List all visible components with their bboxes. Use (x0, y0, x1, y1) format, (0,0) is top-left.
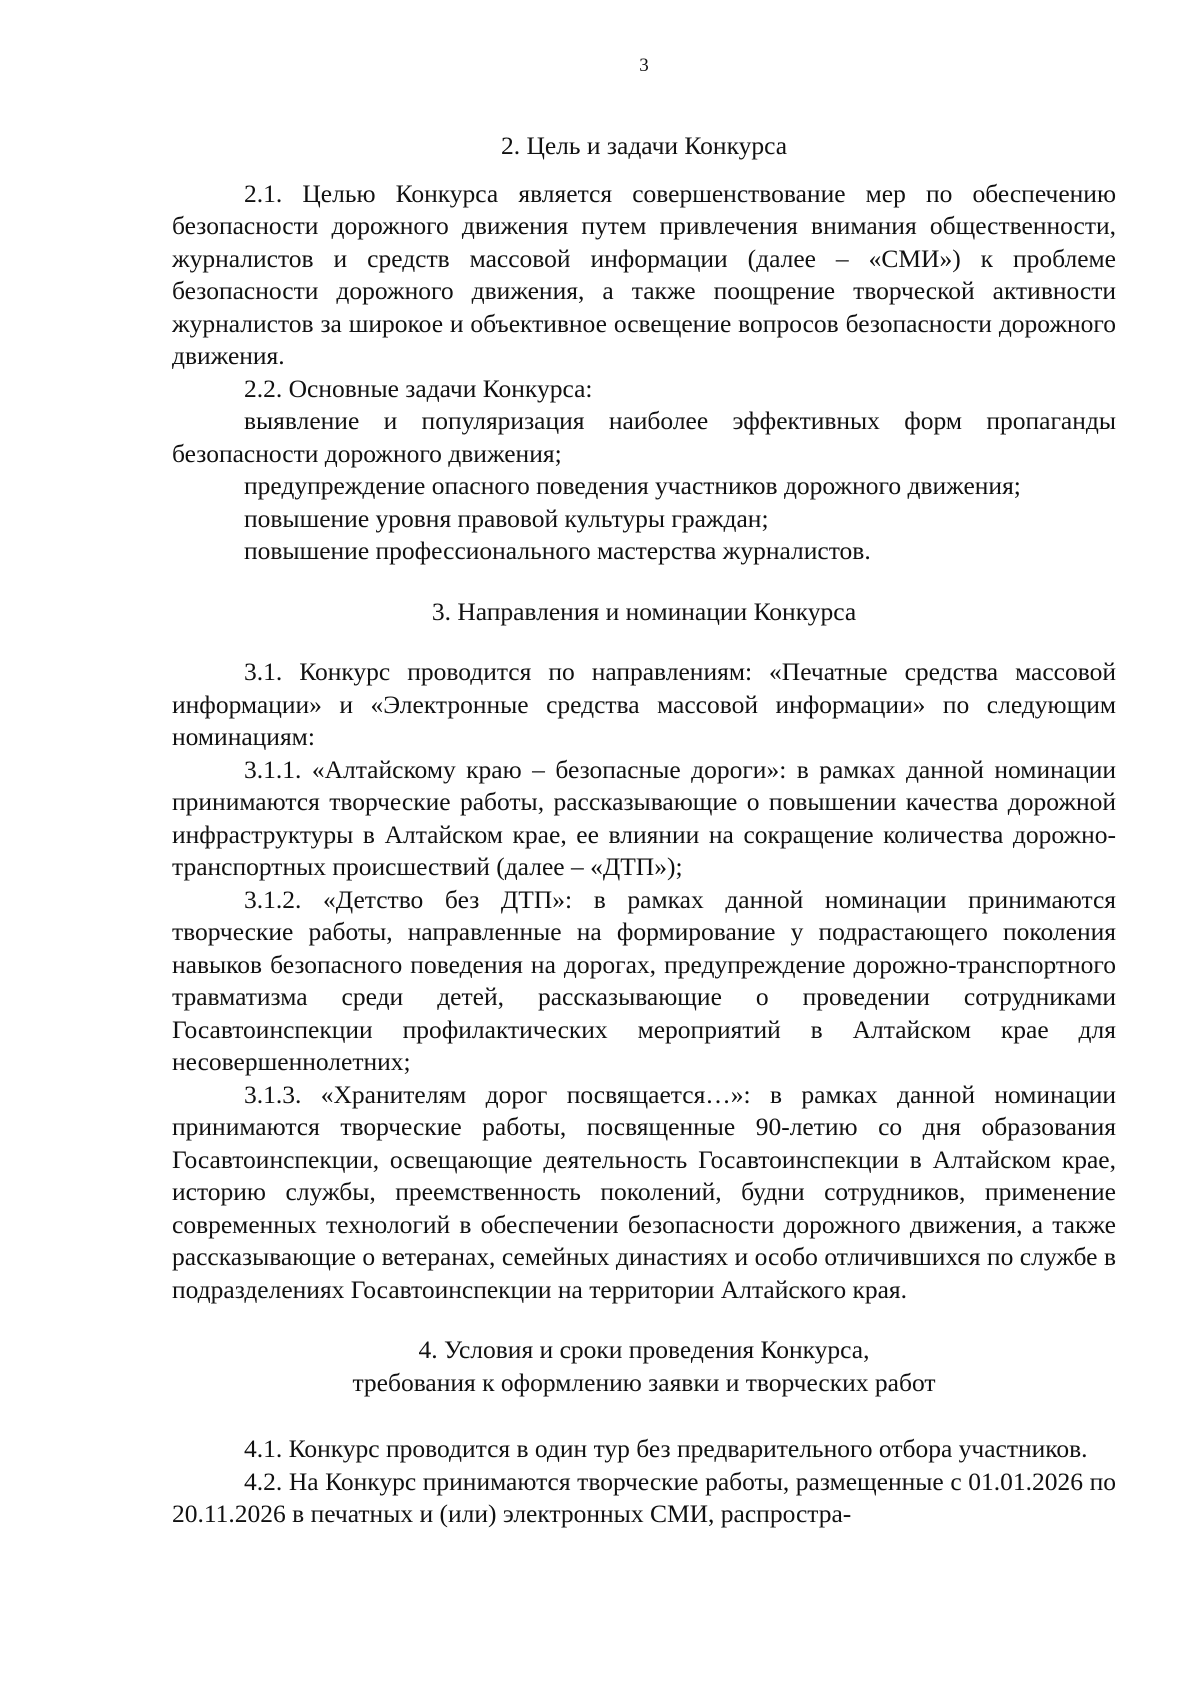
task-item: повышение профессионального мастерства журналистов. (244, 536, 871, 565)
task-item: повышение уровня правовой культуры граждан; (244, 503, 769, 533)
paragraph-4-1: 4.1. Конкурс проводится в один тур без предварительного отбора участников. (244, 1434, 1088, 1463)
paragraph-3-1-2: 3.1.2. «Детство без ДТП»: в рамках данной номинации принимаются творческие работы, направленные на формирование у подрастающего поколения навыков безопасного поведения на дорогах, предупреждение дорожно-транспортного травматизма среди детей, рассказывающие о проведении сотрудниками Госавтоинспекции профилактических мероприятий в Алтайском крае для несовершеннолетних; (172, 884, 1116, 1076)
paragraph-2-2: 2.2. Основные задачи Конкурса: (244, 373, 593, 403)
section-4-heading-line-2: требования к оформлению заявки и творческих работ (352, 1367, 936, 1397)
paragraph-2-1: 2.1. Целью Конкурса является совершенствование мер по обеспечению безопасности дорожного движения путем привлечения внимания общественности, журналистов и средств массовой информации (далее – «СМИ») к проблеме безопасности дорожного движения, а также поощрение творческой активности журналистов за широкое и объективное освещение вопросов безопасности дорожного движения. (172, 178, 1116, 370)
task-item: предупреждение опасного поведения участников дорожного движения; (244, 471, 1021, 500)
page-number: 3 (639, 55, 649, 76)
document-body (172, 130, 1116, 1531)
task-item: выявление и популяризация наиболее эффективных форм пропаганды безопасности дорожного движения; (172, 406, 1116, 468)
paragraph-4-2: 4.2. На Конкурс принимаются творческие работы, размещенные с 01.01.2026 по 20.11.2026 в печатных и (или) электронных СМИ, распростра- (172, 1466, 1116, 1528)
section-3-heading: 3. Направления и номинации Конкурса (431, 596, 857, 626)
section-4-heading-line-1: 4. Условия и сроки проведения Конкурса, (418, 1335, 870, 1364)
paragraph-3-1-1: 3.1.1. «Алтайскому краю – безопасные дороги»: в рамках данной номинации принимаются творческие работы, рассказывающие о повышении качества дорожной инфраструктуры в Алтайском крае, ее влиянии на сокращение количества дорожно-транспортных происшествий (далее – «ДТП»); (172, 754, 1116, 881)
paragraph-3-1-3: 3.1.3. «Хранителям дорог посвящается…»: в рамках данной номинации принимаются творческие работы, посвященные 90-летию со дня образования Госавтоинспекции, освещающие деятельность Госавтоинспекции в Алтайском крае, историю службы, преемственность поколений, будни сотрудников, применение современных технологий в обеспечении безопасности дорожного движения, а также рассказывающие о ветеранах, семейных династиях и особо отличившихся по службе в подразделениях Госавтоинспекции на территории Алтайского края. (172, 1079, 1116, 1304)
paragraph-3-1: 3.1. Конкурс проводится по направлениям: «Печатные средства массовой информации» и «Электронные средства массовой информации» по следующим номинациям: (172, 657, 1116, 751)
section-2-heading: 2. Цель и задачи Конкурса (500, 131, 788, 160)
